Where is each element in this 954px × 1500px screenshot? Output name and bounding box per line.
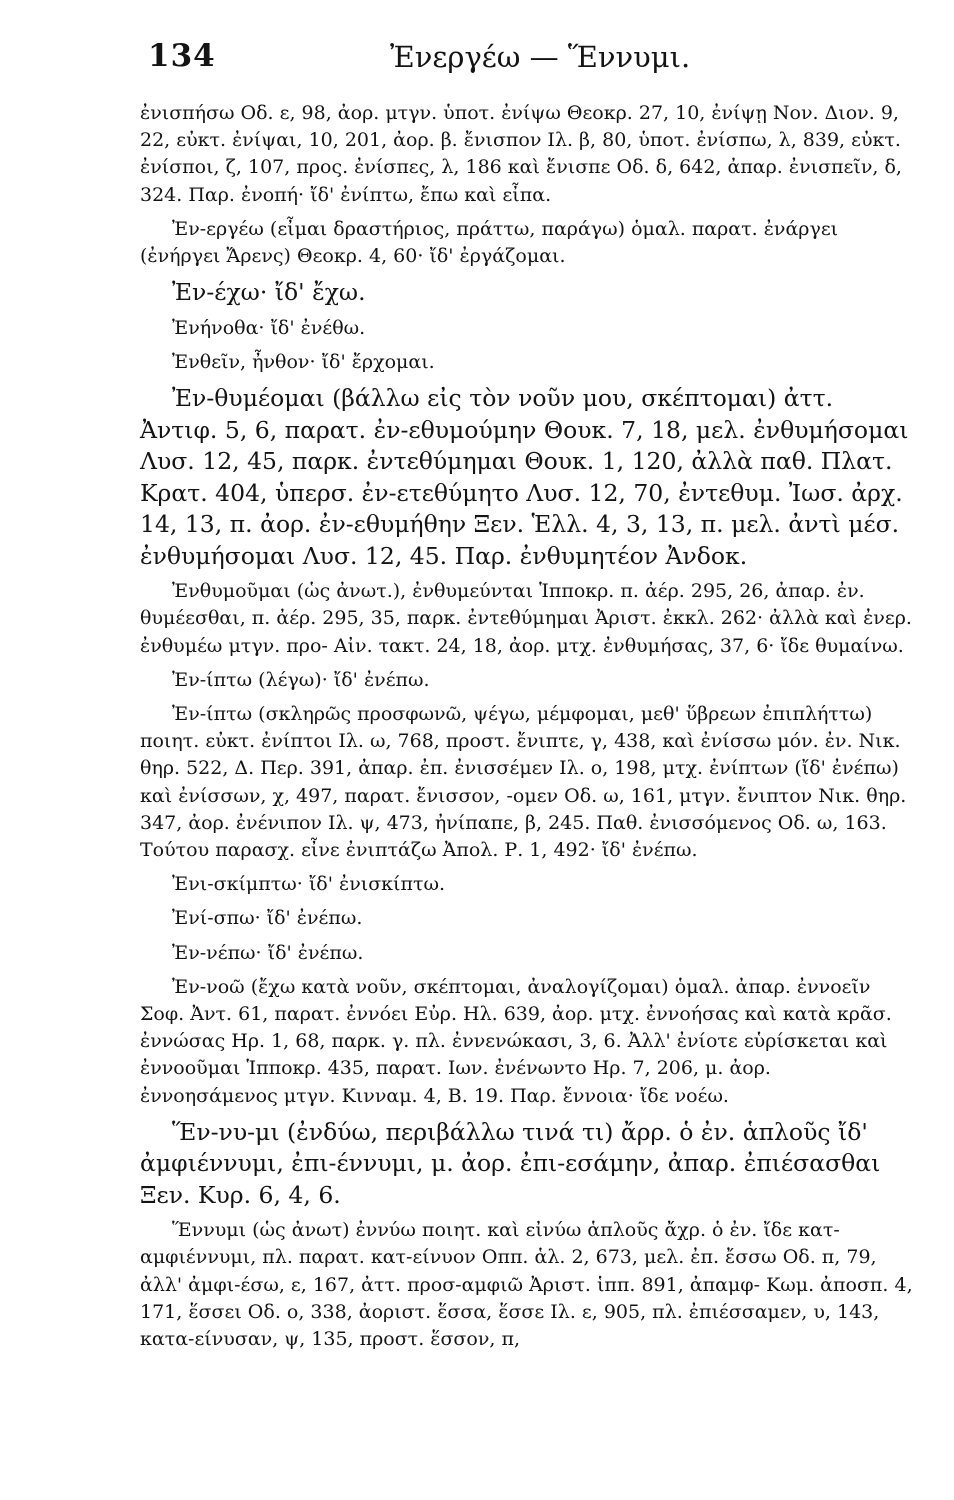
entry-paragraph: Ἐν-ίπτω (λέγω)· ἴδ' ἐνέπω. (172, 668, 430, 691)
entry-paragraph: Ἐνί-σπω· ἴδ' ἐνέπω. (172, 907, 363, 930)
entry-paragraph: Ἐν-νέπω· ἴδ' ἐνέπω. (172, 941, 364, 964)
entry-paragraph: Ἐν-έχω· ἴδ' ἔχω. (172, 278, 366, 307)
entry-paragraph: ἐνισπήσω Οδ. ε, 98, ἀορ. μτγν. ὑποτ. ἐνίψω Θεοκρ. 27, 10, ἐνίψῃ Νον. Διον. 9, 22, εὐκτ. ἐνίψαι, 10, 201, ἀορ. β. ἔνισπον Ιλ. β, 80, ὑποτ. ἐνίσπω, λ, 839, εὐκτ. ἐνίσποι, ζ, 107, προς. ἐνίσπες, λ, 186 καὶ ἔνισπε Οδ. δ, 642, ἀπαρ. ἐνισπεῖν, δ, 324. Παρ. ἐνοπή· ἴδ' ἐνίπτω, ἔπω καὶ εἶπα. (140, 102, 902, 206)
page-number: 134 (148, 38, 216, 74)
entry-paragraph: Ἐνήνοθα· ἴδ' ἐνέθω. (172, 316, 366, 339)
entry-paragraph: Ἐν-θυμέομαι (βάλλω εἰς τὸν νοῦν μου, σκέπτομαι) ἀττ. Ἀντιφ. 5, 6, παρατ. ἐν-εθυμούμην Θουκ. 7, 18, μελ. ἐνθυμήσομαι Λυσ. 12, 45, παρκ. ἐντεθύμημαι Θουκ. 1, 120, ἀλλὰ παθ. Πλατ. Κρατ. 404, ὑπερσ. ἐν-ετεθύμητο Λυσ. 12, 70, ἐντεθυμ. Ἰωσ. ἀρχ. 14, 13, π. ἀορ. ἐν-εθυμήθην Ξεν. Ἑλλ. 4, 3, 13, π. μελ. ἀντὶ μέσ. ἐνθυμήσομαι Λυσ. 12, 45. Παρ. ἐνθυμητέον Ἀνδοκ. (140, 384, 909, 570)
entry-paragraph: Ἐνθεῖν, ἦνθον· ἴδ' ἔρχομαι. (172, 350, 435, 373)
entry-paragraph: Ἐνθυμοῦμαι (ὡς ἀνωτ.), ἐνθυμεύνται Ἱπποκρ. π. ἀέρ. 295, 26, ἀπαρ. ἐν. θυμέεσθαι, π. ἀέρ. 295, 35, παρκ. ἐντεθύμημαι Ἀριστ. ἐκκλ. 262· ἀλλὰ καὶ ἐνερ. ἐνθυμέω μτγν. προ- Αἰν. τακτ. 24, 18, ἀορ. μτχ. ἐνθυμήσας, 37, 6· ἴδε θυμαίνω. (140, 580, 912, 657)
entry-paragraph: Ἕν-νυ-μι (ἐνδύω, περιβάλλω τινά τι) ἄρρ. ὁ ἐν. ἁπλοῦς ἴδ' ἀμφιέννυμι, ἐπι-έννυμι, μ. ἀορ. ἐπι-εσάμην, ἀπαρ. ἐπιέσασθαι Ξεν. Κυρ. 6, 4, 6. (140, 1117, 881, 1209)
entry-paragraph: Ἐν-ίπτω (σκληρῶς προσφωνῶ, ψέγω, μέμφομαι, μεθ' ὕβρεων ἐπιπλήττω) ποιητ. εὐκτ. ἐνίπτοι Ιλ. ω, 768, προστ. ἔνιπτε, γ, 438, καὶ ἐνίσσω μόν. ἐν. Νικ. θηρ. 522, Δ. Περ. 391, ἀπαρ. ἐπ. ἐνισσέμεν Ιλ. ο, 198, μτχ. ἐνίπτων (ἴδ' ἐνέπω) καὶ ἐνίσσων, χ, 497, παρατ. ἔνισσον, -ομεν Οδ. ω, 161, μτγν. ἔνιπτον Νικ. θηρ. 347, ἀορ. ἐνένιπον Ιλ. ψ, 473, ἠνίπαπε, β, 245. Παθ. ἐνισσόμενος Οδ. ω, 163. Τούτου παρασχ. εἶνε ἐνιπτάζω Ἀπολ. Ρ. 1, 492· ἴδ' ἐνέπω. (140, 702, 907, 861)
entry-paragraph: Ἕννυμι (ὡς ἀνωτ) ἐννύω ποιητ. καὶ εἰνύω ἁπλοῦς ἄχρ. ὁ ἐν. ἴδε κατ-αμφιέννυμι, πλ. παρατ. κατ-είνυον Οππ. ἁλ. 2, 673, μελ. ἐπ. ἔσσω Οδ. π, 79, ἀλλ' ἀμφι-έσω, ε, 167, ἀττ. προσ-αμφιῶ Ἀριστ. ἱππ. 891, ἀπαμφ- Κωμ. ἀποσπ. 4, 171, ἕσσει Οδ. ο, 338, ἀοριστ. ἕσσα, ἕσσε Ιλ. ε, 905, πλ. ἐπιέσσαμεν, υ, 143, κατα-είνυσαν, ψ, 135, προστ. ἕσσον, π, (140, 1219, 913, 1351)
entry-paragraph: Ἐνι-σκίμπτω· ἴδ' ἐνισκίπτω. (172, 873, 446, 896)
page-header (140, 38, 914, 100)
running-title: Ἐνεργέω — Ἕννυμι. (390, 40, 691, 74)
entry-paragraph: Ἐν-εργέω (εἶμαι δραστήριος, πράττω, παράγω) ὁμαλ. παρατ. ἐνάργει (ἐνήργει Ἄρενς) Θεοκρ. 4, 60· ἴδ' ἐργάζομαι. (140, 217, 839, 268)
entry-paragraph: Ἐν-νοῶ (ἔχω κατὰ νοῦν, σκέπτομαι, ἀναλογίζομαι) ὁμαλ. ἀπαρ. ἐννοεῖν Σοφ. Ἀντ. 61, παρατ. ἐννόει Εὐρ. Ηλ. 639, ἀορ. μτχ. ἐννοήσας καὶ κατὰ κρᾶσ. ἐννώσας Ηρ. 1, 68, παρκ. γ. πλ. ἐννενώκασι, 3, 6. Ἀλλ' ἐνίοτε εὑρίσκεται καὶ ἐννοοῦμαι Ἱπποκρ. 435, παρατ. Ιων. ἐνένωντο Ηρ. 7, 206, μ. ἀορ. ἐννοησάμενος μτγν. Κινναμ. 4, Β. 19. Παρ. ἔννοια· ἴδε νοέω. (140, 975, 892, 1107)
dictionary-entries (140, 100, 914, 1353)
